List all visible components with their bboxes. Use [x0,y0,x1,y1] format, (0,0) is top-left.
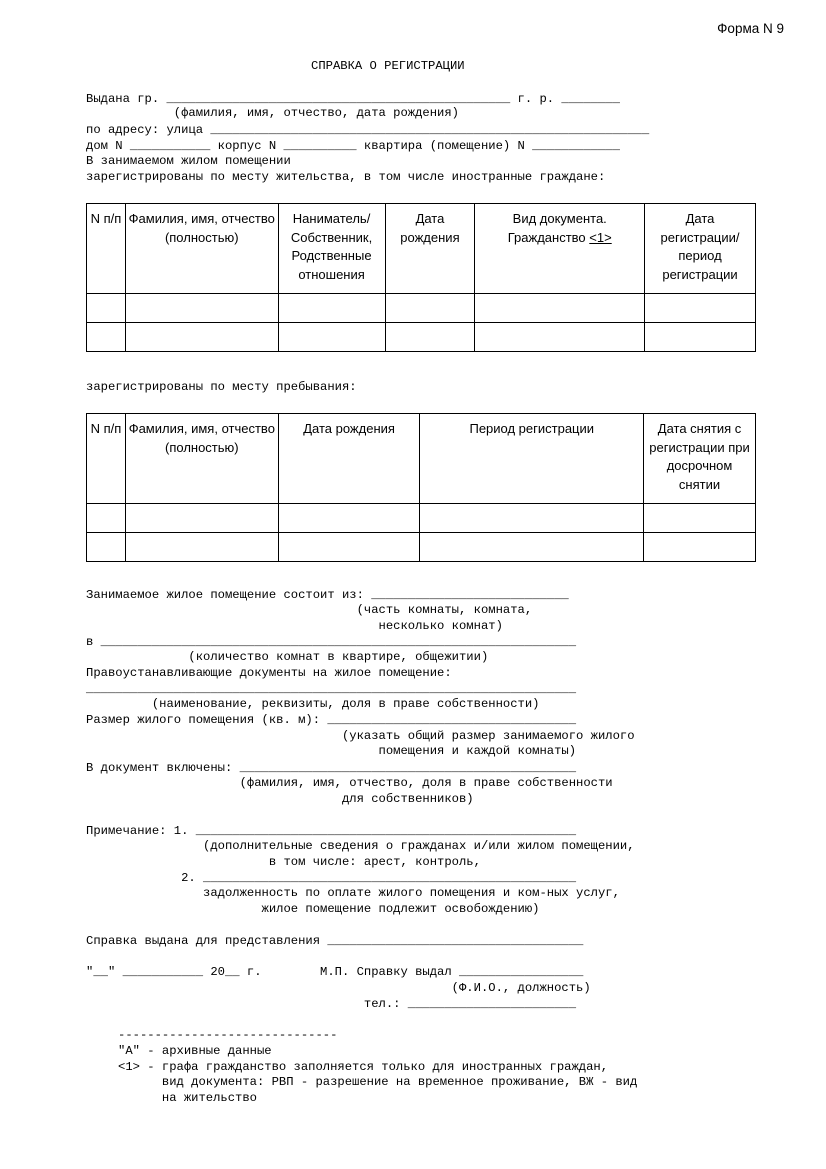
issued-for-line: Справка выдана для представления ___________________________________ [86,934,584,948]
table-cell [278,294,385,323]
table-header-row [87,204,756,294]
note-2-caption-1: задолженность по оплате жилого помещения и ком-ных услуг, [86,886,620,900]
residence-label: зарегистрированы по месту жительства, в том числе иностранные граждане: [86,170,606,184]
included-line: В документ включены: ______________________________________________ [86,761,577,775]
column-header: Дата рождения [385,204,475,294]
table-cell [475,323,645,352]
table-cell [278,533,420,562]
footnote-ref-link[interactable]: <1> [589,229,612,245]
table-row [87,323,756,352]
table-row [87,533,756,562]
table-cell [385,323,475,352]
footnote-1-line-3: на жительство [118,1091,257,1105]
column-header [475,204,645,294]
table-cell [278,323,385,352]
included-caption-2: для собственников) [86,792,474,806]
column-header: Фамилия, имя, отчество (полностью) [125,414,278,504]
address-street-line: по адресу: улица ____________________________________________________________ [86,123,650,137]
rooms-caption: (количество комнат в квартире, общежитии) [86,650,489,664]
phone-line: тел.: _______________________ [86,997,577,1011]
note-1-line: Примечание: 1. ____________________________________________________ [86,824,577,838]
address-house-line: дом N ___________ корпус N __________ квартира (помещение) N ____________ [86,139,620,153]
table-cell [125,533,278,562]
table-cell [87,323,126,352]
note-1-caption-2: в том числе: арест, контроль, [86,855,481,869]
footnote-divider: ------------------------------ [118,1028,338,1042]
table-cell [87,504,126,533]
document-title: СПРАВКА О РЕГИСТРАЦИИ [311,59,465,73]
table-cell [644,504,756,533]
stay-table [86,413,756,562]
table-cell [645,323,756,352]
area-caption-1: (указать общий размер занимаемого жилого [86,729,635,743]
signature-caption: (Ф.И.О., должность) [86,981,591,995]
column-header: N п/п [87,414,126,504]
premises-caption-1: (часть комнаты, комната, [86,603,533,617]
form-number: Форма N 9 [717,21,784,36]
table-cell [644,533,756,562]
column-header: Дата рождения [278,414,420,504]
note-2-caption-2: жилое помещение подлежит освобождению) [86,902,540,916]
area-line: Размер жилого помещения (кв. м): __________________________________ [86,713,577,727]
table-cell [475,294,645,323]
residence-intro-line: В занимаемом жилом помещении [86,154,291,168]
column-header: Наниматель/ Собственник, Родственные отношения [278,204,385,294]
table-cell [645,294,756,323]
table-cell [278,504,420,533]
note-1-caption-1: (дополнительные сведения о гражданах и/или жилом помещении, [86,839,635,853]
table-row [87,294,756,323]
issued-to-caption: (фамилия, имя, отчество, дата рождения) [86,106,459,120]
title-docs-line: ___________________________________________________________________ [86,682,577,696]
premises-caption-2: несколько комнат) [86,619,503,633]
premises-line: Занимаемое жилое помещение состоит из: ___________________________ [86,588,569,602]
table-cell [87,294,126,323]
table-row [87,504,756,533]
table-cell [125,323,278,352]
column-header: Дата регистрации/ период регистрации [645,204,756,294]
footnote-archive: "А" - архивные данные [118,1044,272,1058]
footnote-1-line-1: <1> - графа гражданство заполняется только для иностранных граждан, [118,1060,609,1074]
table-cell [420,504,644,533]
column-header: N п/п [87,204,126,294]
table-cell [125,294,278,323]
date-signature-line: "__" ___________ 20__ г. М.П. Справку выдал _________________ [86,965,584,979]
table-header-row [87,414,756,504]
included-caption-1: (фамилия, имя, отчество, доля в праве собственности [86,776,613,790]
rooms-line: в _________________________________________________________________ [86,635,577,649]
column-header-text: Вид документа. Гражданство [507,211,607,245]
footnote-1-line-2: вид документа: РВП - разрешение на временное проживание, ВЖ - вид [118,1075,638,1089]
title-docs-label: Правоустанавливающие документы на жилое помещение: [86,666,452,680]
table-cell [420,533,644,562]
issued-to-line: Выдана гр. _______________________________________________ г. р. ________ [86,92,620,106]
column-header: Период регистрации [420,414,644,504]
title-docs-caption: (наименование, реквизиты, доля в праве собственности) [86,697,540,711]
stay-label: зарегистрированы по месту пребывания: [86,380,357,394]
column-header: Дата снятия с регистрации при досрочном снятии [644,414,756,504]
area-caption-2: помещения и каждой комнаты) [86,744,577,758]
residence-table [86,203,756,352]
table-cell [125,504,278,533]
note-2-line: 2. ___________________________________________________ [86,871,577,885]
table-cell [385,294,475,323]
table-cell [87,533,126,562]
column-header: Фамилия, имя, отчество (полностью) [125,204,278,294]
